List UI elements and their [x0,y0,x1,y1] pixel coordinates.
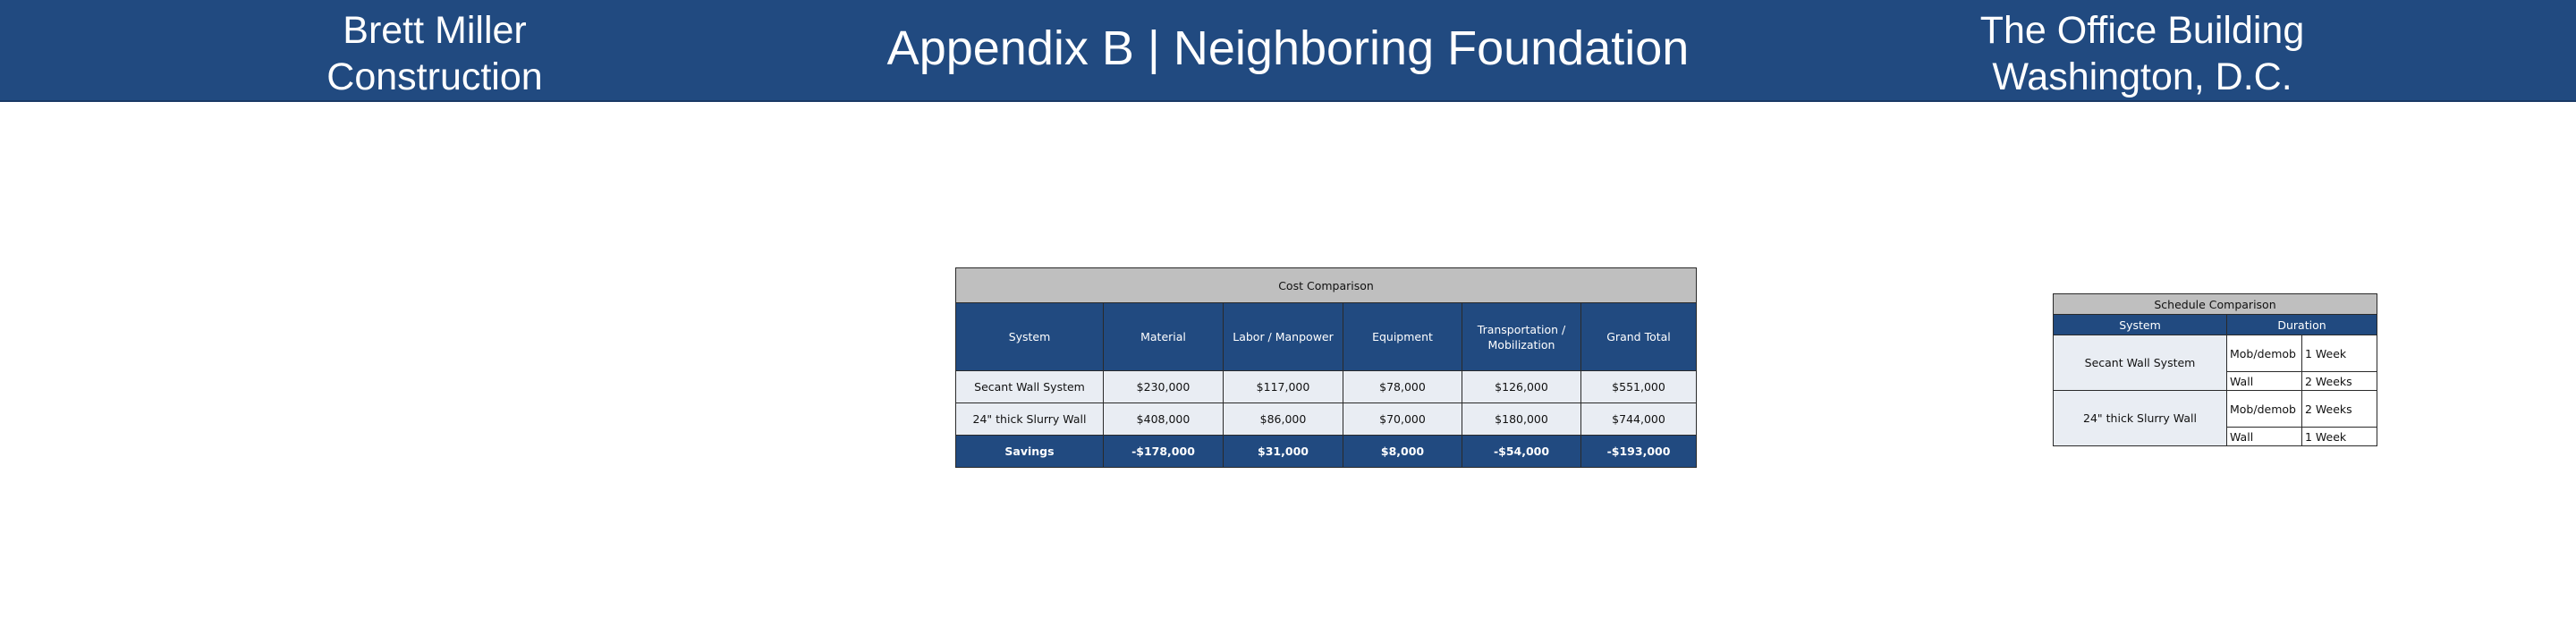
column-header-duration: Duration [2227,315,2377,335]
savings-label: Savings [956,436,1104,468]
cost-table-title: Cost Comparison [956,268,1697,303]
table-row [956,403,1697,436]
labor-cost: $86,000 [1224,403,1343,436]
table-row [956,371,1697,403]
column-header-system: System [956,303,1104,371]
column-header-grand-total: Grand Total [1581,303,1697,371]
equipment-cost: $70,000 [1343,403,1462,436]
schedule-duration: 1 Week [2302,335,2377,372]
schedule-duration: 2 Weeks [2302,391,2377,428]
transportation-cost: $126,000 [1462,371,1581,403]
equipment-cost: $78,000 [1343,371,1462,403]
savings-equipment: $8,000 [1343,436,1462,468]
schedule-activity: Mob/demob [2227,335,2302,372]
schedule-table-title: Schedule Comparison [2054,294,2377,315]
company-name-line-2: Construction [326,55,543,98]
material-cost: $230,000 [1104,371,1224,403]
savings-row [956,436,1697,468]
material-cost: $408,000 [1104,403,1224,436]
page-title: Appendix B | Neighboring Foundation [886,21,1690,75]
column-header-equipment: Equipment [1343,303,1462,371]
schedule-table-header-row [2054,315,2377,335]
cost-table-header-row [956,303,1697,371]
savings-grand-total: -$193,000 [1581,436,1697,468]
schedule-duration: 1 Week [2302,428,2377,446]
schedule-duration: 2 Weeks [2302,372,2377,391]
project-name-line-2: Washington, D.C. [1992,55,2292,98]
column-header-system: System [2054,315,2227,335]
transportation-cost: $180,000 [1462,403,1581,436]
labor-cost: $117,000 [1224,371,1343,403]
company-name [268,7,601,100]
savings-material: -$178,000 [1104,436,1224,468]
row-system-name: 24" thick Slurry Wall [956,403,1104,436]
company-name-line-1: Brett Miller [343,9,527,52]
schedule-activity: Mob/demob [2227,391,2302,428]
schedule-comparison-table [2053,293,2377,446]
grand-total: $744,000 [1581,403,1697,436]
cost-comparison-table [955,267,1697,468]
column-header-transportation: Transportation / Mobilization [1462,303,1581,371]
row-system-name: Secant Wall System [956,371,1104,403]
column-header-labor: Labor / Manpower [1224,303,1343,371]
grand-total: $551,000 [1581,371,1697,403]
schedule-system-name: 24" thick Slurry Wall [2054,391,2227,446]
savings-transportation: -$54,000 [1462,436,1581,468]
column-header-material: Material [1104,303,1224,371]
page-header-banner [0,0,2576,102]
cost-table-title-row [956,268,1697,303]
schedule-table-title-row [2054,294,2377,315]
project-name-line-1: The Office Building [1979,9,2305,52]
schedule-activity: Wall [2227,428,2302,446]
table-row [2054,391,2377,428]
savings-labor: $31,000 [1224,436,1343,468]
schedule-activity: Wall [2227,372,2302,391]
project-name [1923,7,2361,100]
table-row [2054,335,2377,372]
schedule-system-name: Secant Wall System [2054,335,2227,391]
